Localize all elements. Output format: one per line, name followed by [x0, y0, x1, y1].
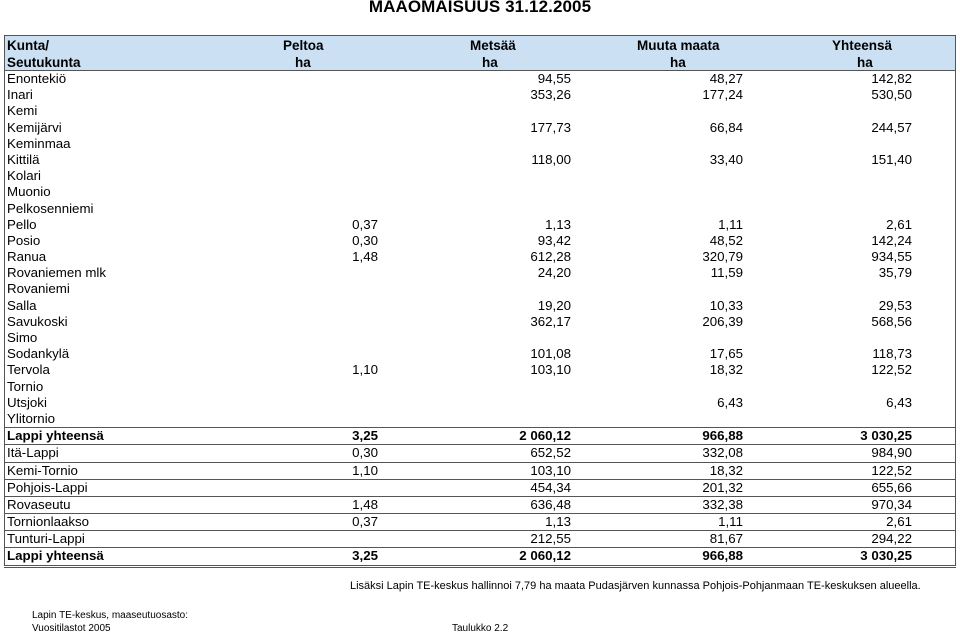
cell-muuta-maata: 10,33	[709, 297, 743, 313]
cell-muuta-maata: 966,88	[702, 428, 743, 444]
cell-yhteensa: 568,56	[871, 313, 912, 329]
cell-muuta-maata: 48,52	[709, 232, 743, 248]
cell-muuta-maata: 6,43	[717, 394, 743, 410]
cell-metsaa: 24,20	[537, 265, 571, 281]
cell-muuta-maata: 81,67	[709, 531, 743, 547]
cell-metsaa: 652,52	[530, 445, 571, 461]
cell-muuta-maata: 332,08	[702, 445, 743, 461]
cell-name: Tervola	[7, 362, 50, 378]
total-row	[5, 547, 955, 565]
footer-source: Lapin TE-keskus, maaseutuosasto:	[32, 610, 189, 621]
cell-yhteensa: 142,82	[871, 71, 912, 86]
cell-name: Kemi	[7, 103, 38, 119]
footnote: Lisäksi Lapin TE-keskus hallinnoi 7,79 ha maata Pudasjärven kunnassa Pohjois-Pohjanmaan TE-keskuksen alueella.	[350, 580, 921, 592]
table-row	[5, 379, 955, 395]
cell-name: Tornionlaakso	[7, 514, 90, 530]
cell-name: Simo	[7, 330, 38, 345]
cell-yhteensa: 122,52	[871, 362, 912, 378]
cell-name: Sodankylä	[7, 346, 70, 362]
table-body	[4, 71, 956, 565]
table-row	[5, 249, 955, 265]
cell-yhteensa: 35,79	[878, 265, 912, 281]
cell-metsaa: 103,10	[530, 462, 571, 478]
cell-name: Utsjoki	[7, 394, 47, 410]
cell-yhteensa: 655,66	[871, 479, 912, 495]
total-row	[5, 427, 955, 444]
table-row	[5, 479, 955, 496]
cell-peltoa: 0,30	[352, 445, 378, 461]
cell-name: Kittilä	[7, 151, 40, 167]
cell-muuta-maata: 320,79	[702, 249, 743, 265]
table-row	[5, 87, 955, 103]
cell-peltoa: 1,10	[352, 462, 378, 478]
cell-peltoa: 3,25	[352, 548, 378, 564]
cell-name: Rovaniemi	[7, 281, 70, 297]
cell-name: Lappi yhteensä	[7, 548, 104, 564]
cell-muuta-maata: 206,39	[702, 313, 743, 329]
header-row-2	[5, 54, 955, 71]
cell-peltoa: 0,37	[352, 514, 378, 530]
cell-metsaa: 2 060,12	[519, 428, 571, 444]
table-row	[5, 513, 955, 530]
header-row-1	[5, 37, 955, 54]
cell-name: Lappi yhteensä	[7, 428, 104, 444]
header-seutukunta: Seutukunta	[7, 55, 81, 70]
cell-metsaa: 118,00	[531, 151, 571, 167]
cell-metsaa: 612,28	[530, 249, 571, 265]
cell-name: Pello	[7, 216, 37, 232]
cell-muuta-maata: 332,38	[702, 496, 743, 512]
cell-yhteensa: 122,52	[871, 462, 912, 478]
cell-metsaa: 212,55	[530, 531, 571, 547]
cell-peltoa: 1,10	[352, 362, 378, 378]
cell-name: Enontekiö	[7, 71, 67, 86]
header-metsaa-unit: ha	[482, 55, 498, 70]
cell-peltoa: 1,48	[352, 496, 378, 512]
cell-metsaa: 454,34	[530, 479, 571, 495]
table-row	[5, 168, 955, 184]
footer-publication: Vuositilastot 2005	[32, 623, 111, 634]
cell-name: Kemijärvi	[7, 119, 62, 135]
header-muuta-unit: ha	[670, 55, 686, 70]
cell-yhteensa: 118,73	[872, 346, 912, 362]
cell-metsaa: 1,13	[545, 514, 571, 530]
cell-name: Ranua	[7, 249, 47, 265]
cell-name: Keminmaa	[7, 135, 71, 151]
table-header	[4, 35, 956, 71]
cell-name: Pohjois-Lappi	[7, 479, 88, 495]
cell-name: Salla	[7, 297, 37, 313]
table-row	[5, 136, 955, 152]
table-row	[5, 496, 955, 513]
cell-peltoa: 3,25	[352, 428, 378, 444]
cell-muuta-maata: 17,65	[709, 346, 743, 362]
cell-yhteensa: 294,22	[871, 531, 912, 547]
header-yhteensa: Yhteensä	[832, 38, 893, 53]
cell-name: Rovaseutu	[7, 496, 71, 512]
table-row	[5, 120, 955, 136]
cell-name: Rovaniemen mlk	[7, 265, 107, 281]
cell-metsaa: 362,17	[530, 313, 571, 329]
cell-metsaa: 636,48	[530, 496, 571, 512]
table-row	[5, 103, 955, 119]
table-row	[5, 233, 955, 249]
table-row	[5, 217, 955, 233]
table-row	[5, 281, 955, 297]
cell-metsaa: 353,26	[530, 87, 571, 103]
cell-yhteensa: 934,55	[871, 249, 912, 265]
cell-yhteensa: 6,43	[886, 394, 912, 410]
table-row	[5, 395, 955, 411]
header-peltoa: Peltoa	[283, 38, 324, 53]
table-row	[5, 265, 955, 281]
cell-metsaa: 177,73	[530, 119, 571, 135]
cell-peltoa: 1,48	[352, 249, 378, 265]
cell-yhteensa: 970,34	[871, 496, 912, 512]
table-row	[5, 152, 955, 168]
cell-name: Muonio	[7, 184, 51, 200]
cell-muuta-maata: 48,27	[709, 71, 743, 86]
cell-yhteensa: 2,61	[886, 216, 912, 232]
cell-peltoa: 0,30	[352, 232, 378, 248]
header-yhteensa-unit: ha	[857, 55, 873, 70]
header-kunta: Kunta/	[7, 38, 49, 53]
cell-yhteensa: 3 030,25	[860, 428, 912, 444]
cell-name: Posio	[7, 232, 41, 248]
cell-metsaa: 103,10	[530, 362, 571, 378]
cell-muuta-maata: 18,32	[709, 462, 743, 478]
page-title: MAAOMAISUUS 31.12.2005	[368, 0, 592, 16]
cell-muuta-maata: 66,84	[709, 119, 743, 135]
cell-metsaa: 1,13	[545, 216, 571, 232]
table-row	[5, 444, 955, 461]
cell-yhteensa: 530,50	[871, 87, 912, 103]
table-row	[5, 530, 955, 547]
cell-yhteensa: 3 030,25	[860, 548, 912, 564]
cell-name: Kemi-Tornio	[7, 462, 78, 478]
cell-muuta-maata: 11,59	[710, 265, 743, 281]
cell-name: Savukoski	[7, 313, 68, 329]
header-peltoa-unit: ha	[295, 55, 311, 70]
cell-name: Itä-Lappi	[7, 445, 59, 461]
cell-yhteensa: 29,53	[878, 297, 912, 313]
cell-muuta-maata: 201,32	[702, 479, 743, 495]
cell-name: Kolari	[7, 168, 41, 184]
cell-yhteensa: 244,57	[871, 119, 912, 135]
header-muuta-maata: Muuta maata	[637, 38, 720, 53]
table-row	[5, 362, 955, 378]
table-row	[5, 298, 955, 314]
cell-metsaa: 93,42	[537, 232, 571, 248]
cell-muuta-maata: 1,11	[718, 514, 743, 530]
table-row	[5, 201, 955, 217]
cell-name: Tornio	[7, 378, 44, 394]
table-row	[5, 411, 955, 427]
header-metsaa: Metsää	[470, 38, 516, 53]
cell-name: Pelkosenniemi	[7, 200, 94, 216]
cell-peltoa: 0,37	[352, 216, 378, 232]
cell-metsaa: 101,08	[530, 346, 571, 362]
cell-name: Tunturi-Lappi	[7, 531, 85, 547]
table-row	[5, 184, 955, 200]
cell-yhteensa: 984,90	[871, 445, 912, 461]
cell-metsaa: 2 060,12	[519, 548, 571, 564]
footer-table-id: Taulukko 2.2	[452, 623, 509, 634]
table-row	[5, 346, 955, 362]
cell-name: Inari	[7, 87, 33, 103]
cell-muuta-maata: 1,11	[718, 216, 743, 232]
table-row	[5, 71, 955, 87]
table-row	[5, 462, 955, 479]
cell-muuta-maata: 18,32	[709, 362, 743, 378]
table-row	[5, 330, 955, 346]
cell-muuta-maata: 966,88	[702, 548, 743, 564]
table-row	[5, 314, 955, 330]
cell-name: Ylitornio	[7, 410, 56, 426]
table-bottom-border	[4, 565, 956, 568]
cell-yhteensa: 2,61	[886, 514, 912, 530]
cell-yhteensa: 151,40	[871, 151, 912, 167]
cell-metsaa: 94,55	[537, 71, 571, 86]
cell-muuta-maata: 177,24	[702, 87, 743, 103]
cell-yhteensa: 142,24	[871, 232, 912, 248]
cell-metsaa: 19,20	[537, 297, 571, 313]
cell-muuta-maata: 33,40	[709, 151, 743, 167]
